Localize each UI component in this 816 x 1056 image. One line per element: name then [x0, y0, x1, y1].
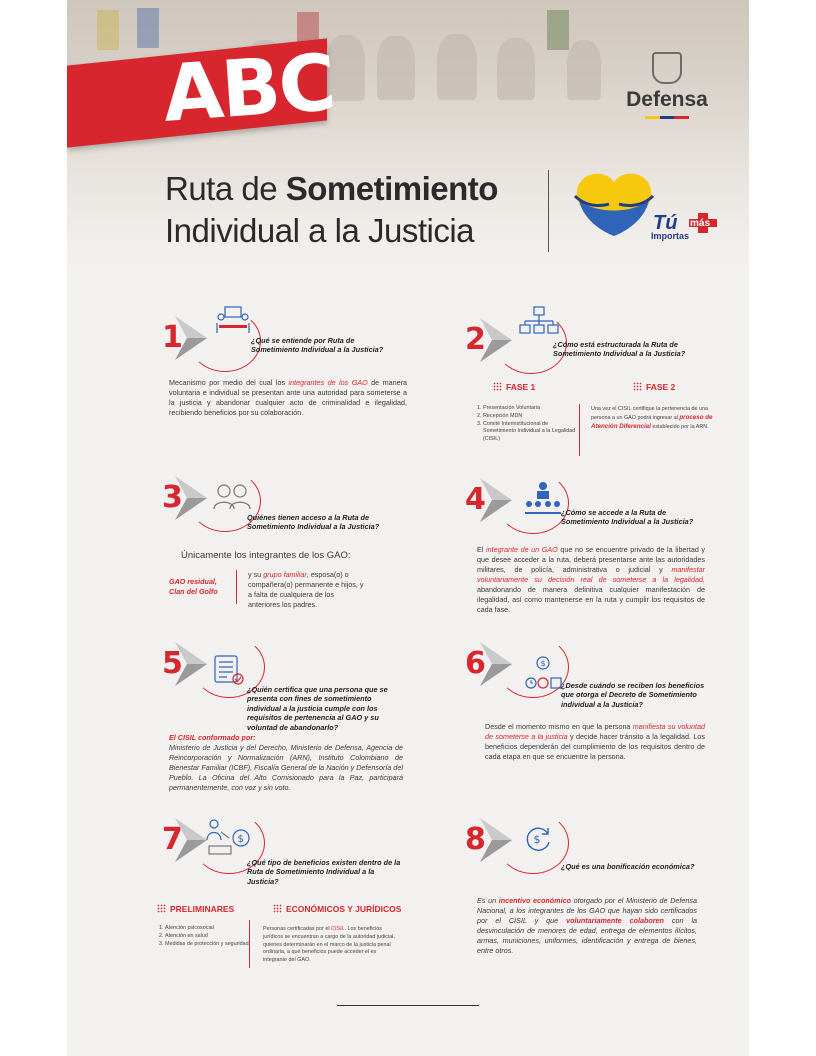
benefits-divider [249, 920, 250, 968]
economicos-text: Personas certificadas por el CISIL. Los beneficios jurídicos se encuentran a cargo de la autoridad judicial, quienes determinarán en el marco de la justicia penal ordinaria, a qué beneficios puede acceder el ex integrante del GAO. [263, 926, 395, 964]
org-chart-icon [519, 305, 559, 337]
section-question: ¿Qué tipo de beneficios existen dentro de la Ruta de Sometimiento Individual a la Justicia? [247, 858, 401, 886]
section-question: ¿Quién certifica que una persona que se presenta con fines de sometimiento individual a la justicia cumple con los requisitos de pertenencia al GAO y su voluntad de abandonarlo? [247, 685, 388, 732]
list-item: 1. Atención psicosocial [165, 925, 255, 933]
section-body: El CISIL conformado por: Ministerio de Justicia y del Derecho, Ministerio de Defensa, Agencia de Reincorporación y Normalización (ARN), Instituto Colombiano de Bienestar Familiar (ICBF), Fiscalía General de la Nación y Defensoría del Pueblo. La Oficina del Alto Comisionado para la Paz, participará permanentemente, con voz y sin voto. [169, 733, 403, 792]
speaker-audience-icon [523, 480, 563, 514]
footer-line [337, 1005, 479, 1006]
list-item: 1. Presentación Voluntaria [483, 405, 579, 413]
campaign-tu: Tú [653, 212, 678, 234]
money-clock-icon [523, 655, 563, 691]
svg-text:$: $ [237, 834, 244, 845]
list-item: 3. Medidas de protección y seguridad [165, 941, 255, 949]
ministry-name: Defensa [626, 88, 708, 111]
page-margin-left [0, 0, 67, 1056]
title-divider [548, 170, 549, 252]
economicos-heading: ECONÓMICOS Y JURÍDICOS [273, 904, 401, 914]
infographic-page [67, 0, 749, 1056]
gao-groups: GAO residual, Clan del Golfo [169, 577, 218, 596]
section-number: 7 [162, 822, 183, 857]
benefits-icon [205, 818, 251, 856]
page-margin-right [749, 0, 816, 1056]
section-question: ¿Desde cuándo se reciben los beneficios que otorga el Decreto de Sometimiento individual a la Justicia? [561, 681, 705, 709]
section-body: Mecanismo por medio del cual los integrantes de los GAO de manera voluntaria e individual se presentan ante una autoridad para someterse a la justicia y abandonar cualquier acto de criminalidad e ilegalidad, recibiendo beneficios por su colaboración. [169, 378, 407, 417]
gao-divider [236, 570, 237, 604]
list-item: 2. Atención en salud [165, 933, 255, 941]
preliminares-list [153, 925, 255, 948]
section-question: ¿Cómo está estructurada la Ruta de Sometimiento Individual a la Justicia? [553, 340, 686, 359]
heart-hug-icon [573, 170, 655, 242]
meeting-icon [215, 305, 251, 335]
section-number: 1 [162, 320, 183, 355]
section-number: 6 [465, 646, 486, 681]
list-item: 2. Recepción MDN [483, 413, 579, 421]
abc-title: ABC [160, 38, 337, 140]
phase-1-heading: FASE 1 [493, 382, 535, 392]
section-body: y su grupo familiar, esposa(o) o compañera(o) permanente e hijos, y a falta de cualquiera de los anteriores los padres. [248, 570, 364, 609]
svg-text:$: $ [540, 659, 546, 668]
section-body: El integrante de un GAO que no se encuentre privado de la libertad y que desee acceder a la ruta, deberá presentarse ante las autoridades militares, de policía, administrativa o judicial y manifestar voluntariamente su decisión real de someterse a la legalidad, abandonando de manera definitiva cualquier manifestación de ilegalidad, así como mantenerse en la ruta y cumplir los requisitos de cada fase. [477, 545, 706, 614]
section-question: ¿Qué es una bonificación económica? [561, 862, 695, 871]
phase-1-list [471, 405, 579, 444]
refresh-money-icon [523, 824, 553, 854]
page-title-line2: Individual a la Justicia [165, 212, 475, 249]
phase-2-text: Una vez el CISIL certifique la pertenencia de una persona a un GAO podrá ingresar al proceso de Atención Diferencial establecido por la ARN. [591, 406, 713, 430]
campaign-importas: Importas [651, 231, 690, 241]
section-body: Es un incentivo económico otorgado por el Ministerio de Defensa Nacional, a los integrantes de los GAO que hayan sido certificados por el CISIL y que voluntariamente colaboren con la desvinculación de menores de edad, entrega de elementos ilícitos, armas, municiones, uniformes, identificación y entrega de bienes, entre otros. [477, 896, 698, 955]
section-question: Quiénes tienen acceso a la Ruta de Sometimiento Individual a la Justicia? [247, 513, 380, 532]
section-lead: Únicamente los integrantes de los GAO: [181, 550, 351, 561]
phase-divider [579, 404, 580, 456]
checklist-icon [213, 654, 245, 686]
section-number: 5 [162, 646, 183, 681]
section-number: 8 [465, 822, 486, 857]
svg-text:$: $ [533, 833, 541, 846]
section-number: 4 [465, 482, 486, 517]
preliminares-heading: PRELIMINARES [157, 904, 234, 914]
page-title-line1: Ruta de Sometimiento [165, 170, 498, 207]
section-body: Desde el momento mismo en que la persona manifiesta su voluntad de someterse a la justicia y decide hacer tránsito a la legalidad. Los beneficios dependerán del cumplimiento de los requisitos dentro de cada etapa en que se encuentre la persona. [485, 722, 705, 761]
section-number: 3 [162, 480, 183, 515]
section-question: ¿Qué se entiende por Ruta de Sometimiento Individual a la Justicia? [251, 336, 384, 355]
defensa-logo [607, 52, 727, 119]
section-number: 2 [465, 322, 486, 357]
campaign-mas: más [690, 218, 711, 229]
phase-2-heading: FASE 2 [633, 382, 675, 392]
section-question: ¿Cómo se accede a la Ruta de Sometimiento Individual a la Justicia? [561, 508, 694, 527]
list-item: 3. Comité Interinstitucional de Sometimiento Individual a la Legalidad (CISIL) [483, 421, 579, 444]
people-icon [212, 482, 252, 510]
coat-of-arms-icon [652, 52, 682, 84]
colombia-flag-line [645, 116, 689, 119]
